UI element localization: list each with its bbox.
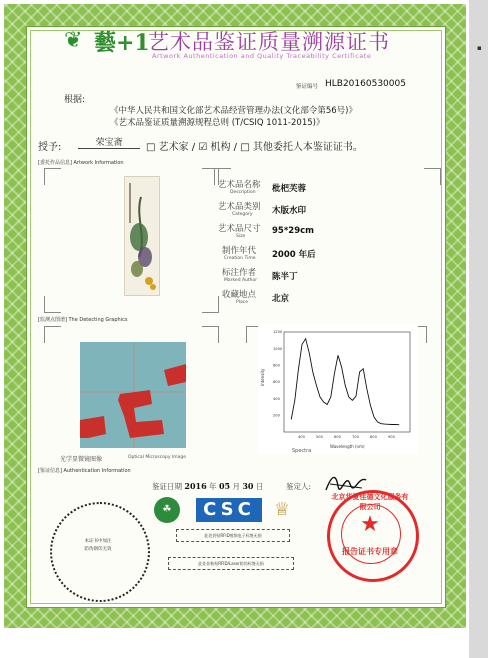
frame-corner [202,296,219,313]
gold-seal-icon: ♕ [273,499,291,520]
basis-line-1: 《中华人民共和国文化部艺术品经营管理办法(文化部令第56号)》 [110,106,357,116]
date-day: 30 [242,481,254,491]
field-label: 收藏地点 [222,290,257,300]
y-axis-label: Intensity [260,368,265,386]
field-label-en: Size [236,234,246,239]
frame-corner [44,326,61,343]
field-value: 陈半丁 [272,272,298,282]
field-label: 艺术品类别 [218,202,261,212]
field-label-en: Creation Time [224,256,256,261]
cert-number-label: 鉴证编号 [296,84,319,90]
x-tick-label: 800 [370,435,377,439]
appraiser-label: 鉴定人: [286,482,312,491]
field-label: 艺术品名称 [218,180,261,190]
frame-corner [44,168,61,185]
section-authentication: [鉴证信息] Authentication Information [38,468,131,474]
basis-label: 根据: [64,95,86,105]
spectrum-caption: Spectra [292,448,312,454]
date-label-text: 鉴证日期 [152,482,182,491]
y-tick-label: 800 [273,363,280,368]
date-day-unit: 日 [255,482,264,491]
field-description [218,178,261,195]
basis-line-2: 《艺术品鉴证质量溯源规程总则 (T/CSIQ 1011-2015)》 [110,118,325,128]
grant-label: 授予: [38,142,62,153]
date-label [152,481,263,492]
field-label-en: Place [236,300,248,305]
page-marker: ▪ [477,44,482,52]
green-seal-icon: ☘ [154,497,180,523]
x-axis-label: Wavelength (nm) [330,444,365,449]
x-tick-label: 900 [388,435,395,439]
red-seal-arc-text: 北京华夏佳德文化服务有限公司 [331,493,409,511]
cert-number: HLB20160530005 [325,79,406,89]
field-category [218,200,261,217]
scrollbar-track[interactable] [469,0,488,658]
date-year-unit: 年 [209,482,217,491]
x-tick-label: 500 [316,435,323,439]
date-year: 2016 [184,481,207,491]
y-tick-label: 1200 [273,330,283,335]
microscopy-caption: 光学显微镜图像 [60,456,103,463]
date-month-unit: 月 [232,482,240,491]
rfid-box: 此处封贴RFID射频电子标签无损 [176,529,290,542]
field-value: 2000 年后 [272,250,316,260]
laser-box: 此处非粘贴RFID/Laser防伪标签无损 [168,557,294,570]
y-tick-label: 600 [273,380,280,385]
field-place [222,288,256,305]
red-seal-center-text: 报告证书专用章 [342,547,398,556]
y-tick-label: 1000 [273,346,283,351]
field-label-en: Description [230,190,256,195]
certificate-title: 艺术品鉴证质量溯源证书 [148,30,390,54]
artwork-image [124,176,160,296]
plot-frame [284,332,410,432]
microscopy-picture [80,342,186,448]
frame-corner [202,326,219,343]
frame-corner [44,296,61,313]
field-label-en: Category [232,212,253,217]
logo-text: 藝+1 [94,30,150,56]
field-label: 标注作者 [222,268,257,278]
microscopy-image [80,342,186,448]
spectrum-chart [258,324,418,454]
x-tick-label: 700 [352,435,359,439]
field-size [218,222,261,239]
field-label: 艺术品尺寸 [218,224,261,234]
field-marked-author [222,266,257,283]
emboss-note-2: 防伪钢印无效 [84,547,112,552]
y-tick-label: 400 [273,396,280,401]
field-label-en: Marked Author [224,278,258,283]
field-value: 95*29cm [272,226,314,236]
emboss-circle [50,502,150,602]
field-value: 木版水印 [272,206,307,216]
grant-name: 荣宝斋 [78,135,140,149]
frame-corner [424,168,441,185]
certificate-subtitle: Artwork Authentication and Quality Traceability Certificate [152,52,372,60]
csc-logo: CSC [196,498,262,522]
section-detecting: [监测点图谱] The Detecting Graphics [38,317,128,323]
field-label: 制作年代 [222,246,257,256]
x-tick-label: 400 [298,435,305,439]
date-month: 05 [218,481,231,491]
microscopy-caption-en: Optical Microscopy Image [128,455,187,460]
spectrum-plot [258,324,418,454]
field-value: 枇杷芙蓉 [272,184,307,194]
field-creation-time [222,244,256,261]
red-seal-star-icon: ★ [360,512,380,537]
emboss-note-1: 本证书中加注 [84,539,112,544]
artwork-painting [125,177,159,295]
logo-icon: ❦ [64,28,83,53]
section-artwork-info: [委托作品信息] Artwork Information [38,160,124,166]
y-tick-label: 200 [273,413,280,418]
spectrum-line [291,339,399,425]
grant-options: □ 艺术家 / ☑ 机构 / □ 其他委托人本鉴证证书。 [146,142,363,153]
x-tick-label: 600 [334,435,341,439]
field-value: 北京 [272,294,290,304]
